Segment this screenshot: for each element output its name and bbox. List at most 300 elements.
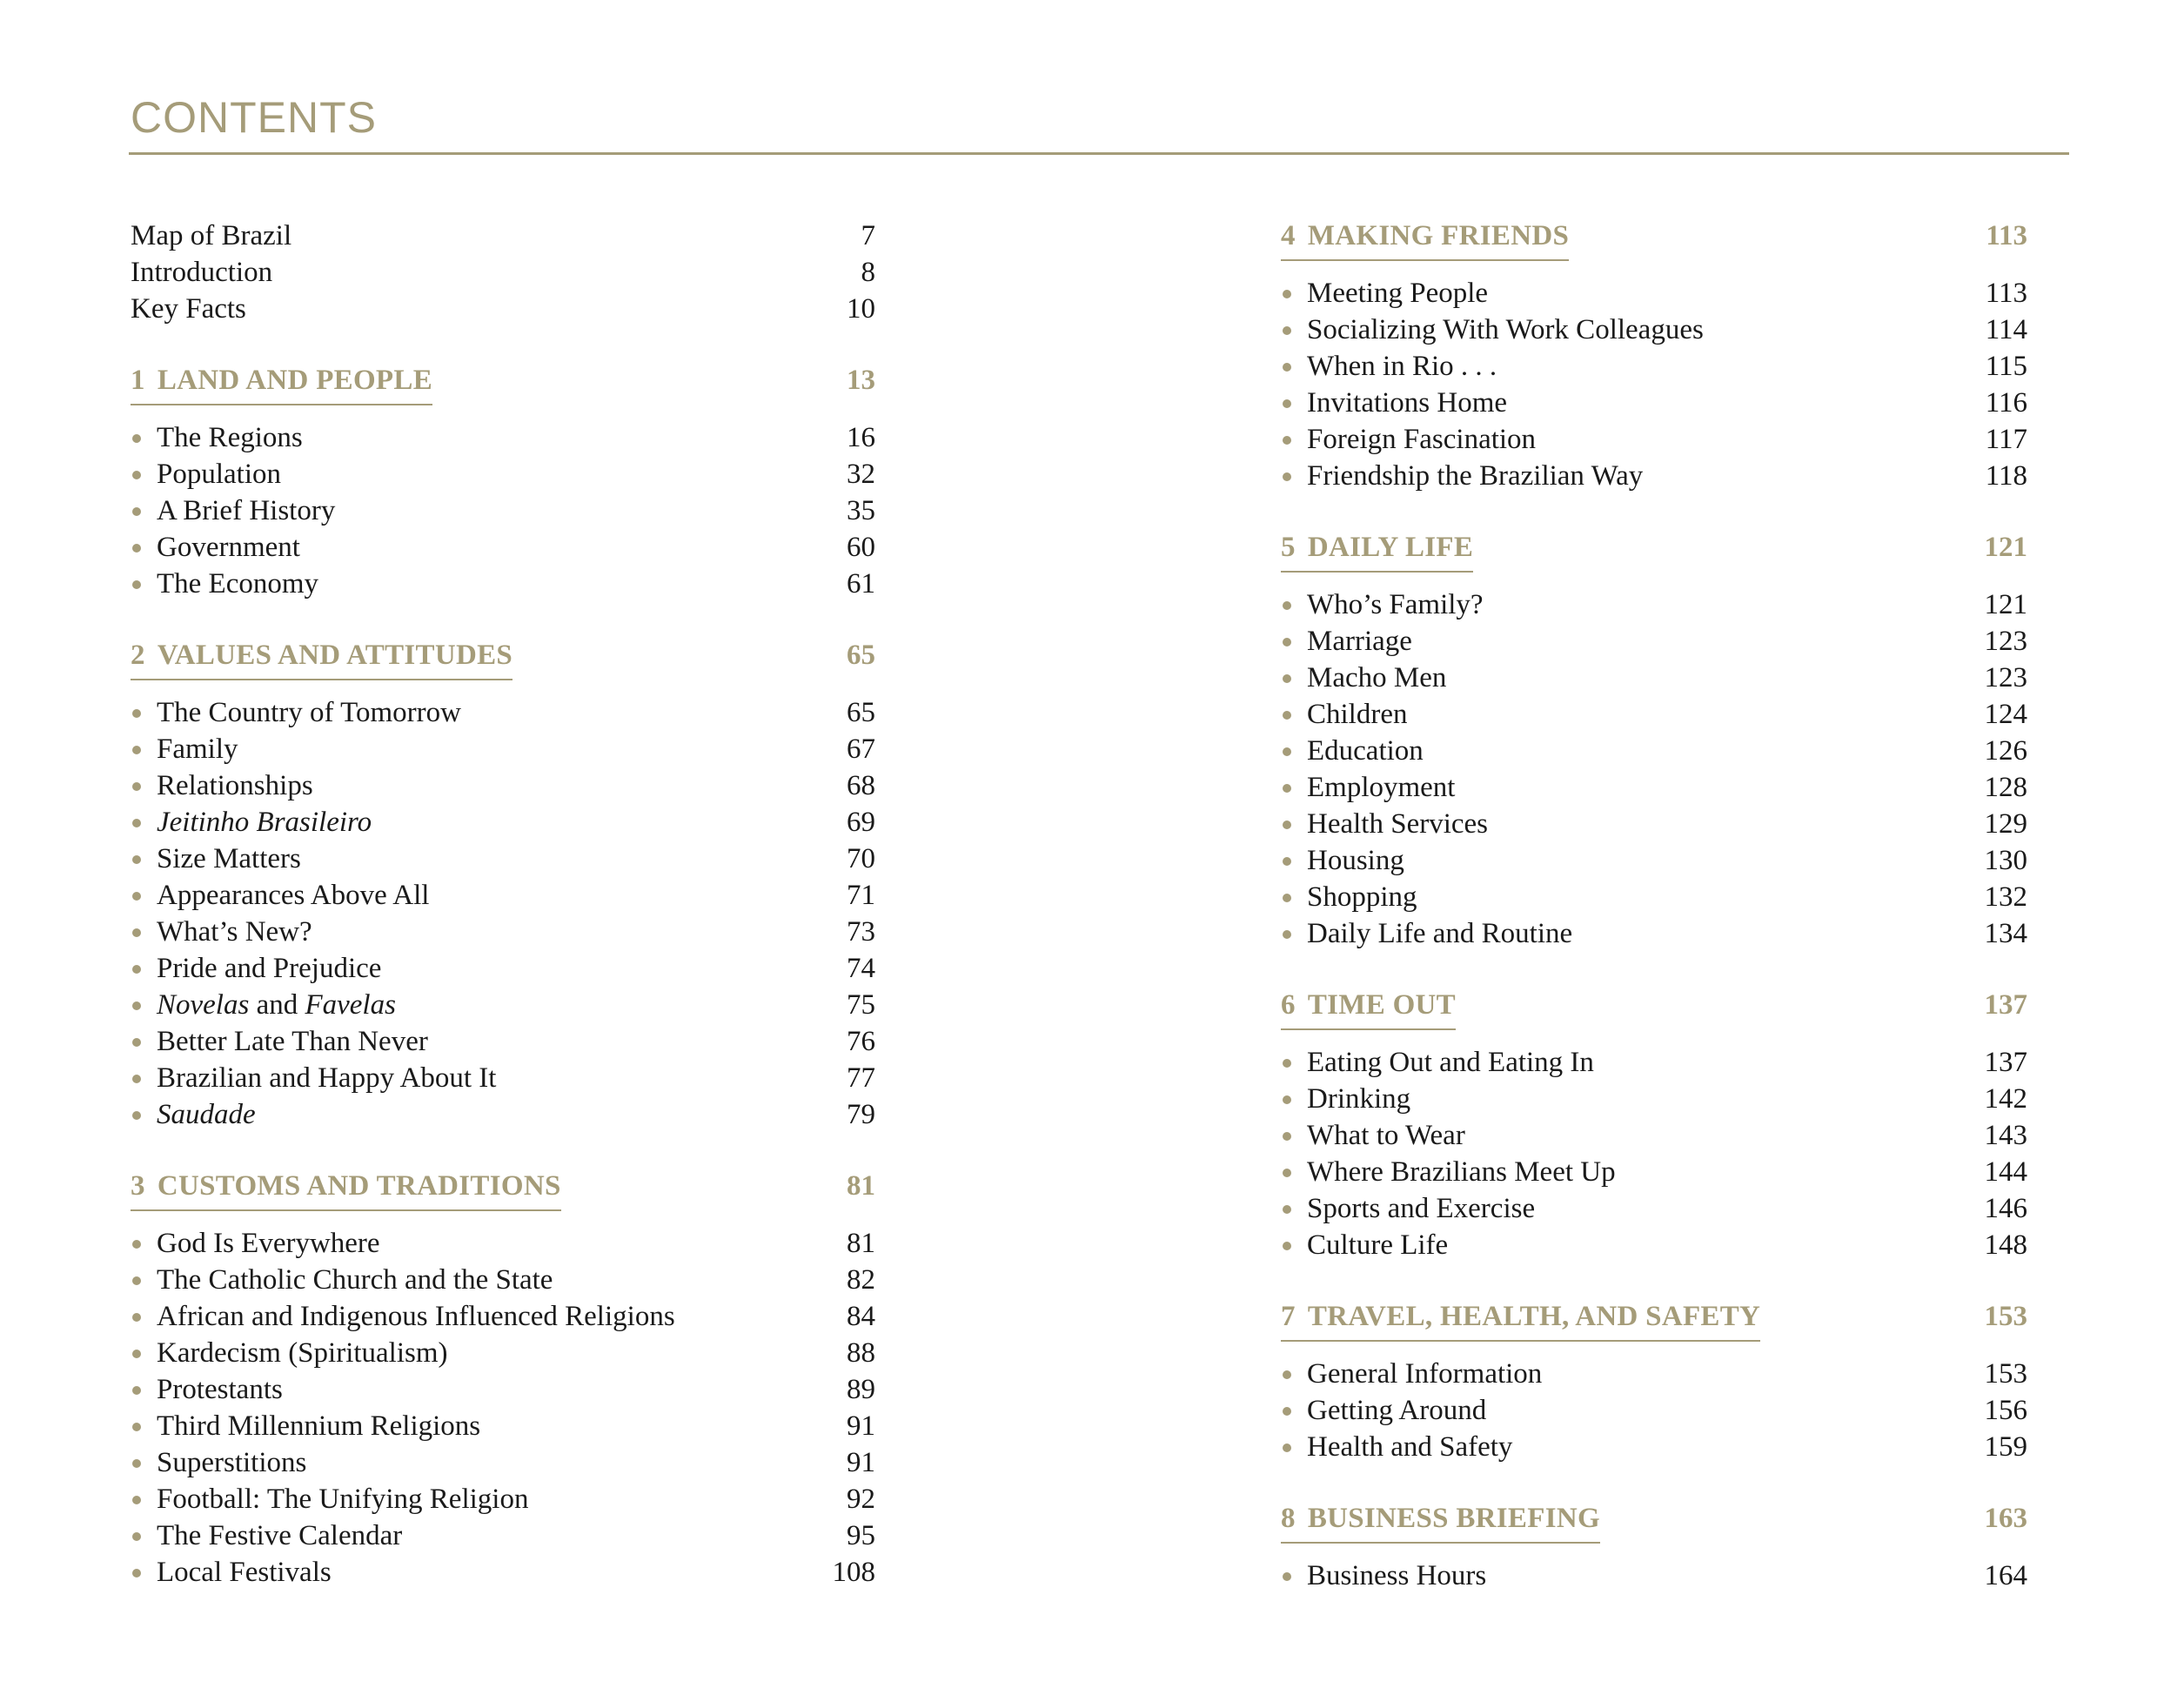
- bullet-icon: [1283, 326, 1291, 335]
- bullet-icon: [132, 709, 141, 718]
- toc-entry[interactable]: [131, 987, 875, 1023]
- bullet-icon: [132, 892, 141, 901]
- bullet-icon: [1283, 711, 1291, 720]
- chapter-title: [1281, 529, 1473, 573]
- entry-label: What’s New?: [157, 916, 312, 948]
- entry-label-wrap: [1281, 1429, 1512, 1465]
- entry-page: 89: [847, 1374, 875, 1405]
- entry-page: 130: [1984, 845, 2027, 876]
- entry-label-part: and: [249, 989, 305, 1021]
- entry-page: 134: [1984, 918, 2027, 949]
- entry-label-part: Novelas: [157, 989, 250, 1021]
- toc-entry[interactable]: [1281, 842, 2027, 879]
- entry-page: 117: [1985, 424, 2027, 455]
- bullet-icon: [132, 544, 141, 553]
- entry-label-wrap: [131, 529, 300, 566]
- toc-entry[interactable]: [1281, 458, 2027, 494]
- chapter-name: MAKING FRIENDS: [1307, 220, 1570, 251]
- entry-label-wrap: [1281, 733, 1424, 769]
- entry-page: 79: [847, 1099, 875, 1130]
- entry-label-wrap: [1281, 1557, 1486, 1594]
- entry-label: Culture Life: [1307, 1229, 1449, 1261]
- entry-label-wrap: [131, 492, 335, 529]
- entry-label: Football: The Unifying Religion: [157, 1484, 529, 1515]
- entry-label-wrap: [1281, 696, 1407, 733]
- entry-label: Sports and Exercise: [1307, 1193, 1536, 1224]
- entry-label-wrap: [131, 1517, 402, 1554]
- bullet-icon: [1283, 1370, 1291, 1379]
- title-rule: [129, 152, 2069, 155]
- entry-label-wrap: [131, 804, 372, 841]
- entry-page: 35: [847, 495, 875, 526]
- entry-label: Relationships: [157, 770, 313, 801]
- entry-label-wrap: [1281, 1117, 1465, 1154]
- toc-entry[interactable]: [131, 1335, 875, 1371]
- entry-label-wrap: [131, 1335, 448, 1371]
- toc-entry[interactable]: [1281, 1044, 2027, 1081]
- entry-label: Health and Safety: [1307, 1431, 1513, 1463]
- chapter-number: 2: [131, 640, 145, 671]
- entry-label-wrap: [131, 1225, 380, 1262]
- entry-label: Macho Men: [1307, 662, 1447, 693]
- toc-entry[interactable]: [1281, 915, 2027, 952]
- entry-page: 121: [1984, 589, 2027, 620]
- toc-entry[interactable]: [1281, 1190, 2027, 1227]
- entry-label: Marriage: [1307, 626, 1412, 657]
- entry-label: Employment: [1307, 772, 1456, 803]
- chapter-number: 5: [1281, 532, 1296, 563]
- bullet-icon: [1283, 436, 1291, 445]
- entry-label: Invitations Home: [1307, 387, 1508, 419]
- toc-entry[interactable]: [1281, 1081, 2027, 1117]
- entry-page: 10: [847, 293, 875, 325]
- entry-label-wrap: [1281, 311, 1704, 348]
- toc-entry[interactable]: [131, 914, 875, 950]
- toc-entry[interactable]: [131, 492, 875, 529]
- bullet-icon: [132, 746, 141, 754]
- toc-entry[interactable]: [131, 877, 875, 914]
- entry-label-wrap: [1281, 1392, 1486, 1429]
- entry-label-wrap: [1281, 769, 1455, 806]
- chapter-title: [1281, 1500, 1600, 1544]
- entry-label-wrap: [1281, 806, 1488, 842]
- entry-label: Business Hours: [1307, 1560, 1487, 1591]
- toc-entry[interactable]: [1281, 1154, 2027, 1190]
- toc-entry[interactable]: [1281, 421, 2027, 458]
- entry-label: Friendship the Brazilian Way: [1307, 460, 1644, 492]
- bullet-icon: [132, 1111, 141, 1120]
- toc-entry[interactable]: [1281, 733, 2027, 769]
- bullet-icon: [132, 1569, 141, 1577]
- toc-entry[interactable]: [131, 456, 875, 492]
- bullet-icon: [132, 1386, 141, 1395]
- bullet-icon: [132, 1038, 141, 1047]
- entry-label-wrap: [131, 694, 461, 731]
- bullet-icon: [132, 782, 141, 791]
- entry-page: 7: [861, 220, 875, 251]
- bullet-icon: [132, 434, 141, 443]
- bullet-icon: [1283, 1169, 1291, 1177]
- chapter-6: [1281, 987, 2027, 1263]
- entry-label-wrap: [131, 456, 281, 492]
- bullet-icon: [132, 1496, 141, 1504]
- entry-page: 8: [861, 257, 875, 288]
- chapter-7: [1281, 1298, 2027, 1465]
- toc-entry[interactable]: [1281, 1429, 2027, 1465]
- bullet-icon: [1283, 930, 1291, 939]
- entry-label: Government: [157, 532, 300, 563]
- entry-label: Eating Out and Eating In: [1307, 1047, 1594, 1078]
- chapter-heading[interactable]: [1281, 1298, 2027, 1356]
- front-matter-item[interactable]: [131, 218, 875, 254]
- entry-label: Saudade: [157, 1099, 256, 1130]
- entry-page: 92: [847, 1484, 875, 1515]
- entry-label: Kardecism (Spiritualism): [157, 1337, 448, 1369]
- toc-entry[interactable]: [1281, 1117, 2027, 1154]
- entry-page: 82: [847, 1264, 875, 1296]
- entry-label: God Is Everywhere: [157, 1228, 380, 1259]
- entry-label-wrap: [131, 1262, 553, 1298]
- entry-page: 91: [847, 1410, 875, 1442]
- entry-label: Local Festivals: [157, 1557, 332, 1588]
- chapter-title: [131, 1168, 561, 1211]
- toc-entry[interactable]: [131, 1060, 875, 1096]
- entry-label: Population: [157, 459, 282, 490]
- chapter-page: 121: [1984, 532, 2027, 563]
- entry-page: 116: [1985, 387, 2027, 419]
- entry-label-wrap: [131, 1023, 428, 1060]
- toc-entry[interactable]: [131, 1096, 875, 1133]
- toc-entry[interactable]: [131, 1371, 875, 1408]
- toc-entry[interactable]: [1281, 385, 2027, 421]
- entry-label-wrap: [131, 419, 303, 456]
- entry-page: 114: [1985, 314, 2027, 345]
- entry-page: 124: [1984, 699, 2027, 730]
- entry-label: What to Wear: [1307, 1120, 1465, 1151]
- toc-entry[interactable]: [131, 767, 875, 804]
- chapter-page: 137: [1984, 989, 2027, 1021]
- chapter-heading[interactable]: [131, 362, 875, 419]
- entry-page: 71: [847, 880, 875, 911]
- entry-label: African and Indigenous Influenced Religions: [157, 1301, 675, 1332]
- entry-label: Drinking: [1307, 1083, 1411, 1115]
- bullet-icon: [1283, 821, 1291, 829]
- chapter-page: 65: [847, 640, 875, 671]
- entry-page: 156: [1984, 1395, 2027, 1426]
- bullet-icon: [1283, 747, 1291, 756]
- entry-label: Superstitions: [157, 1447, 307, 1478]
- entry-label: A Brief History: [157, 495, 336, 526]
- entry-label-wrap: [1281, 421, 1536, 458]
- entry-page: 77: [847, 1062, 875, 1094]
- entry-label-wrap: [1281, 1190, 1535, 1227]
- entry-label-wrap: [1281, 385, 1507, 421]
- chapter-name: DAILY LIFE: [1307, 532, 1474, 563]
- bullet-icon: [1283, 363, 1291, 372]
- toc-entry[interactable]: [1281, 1356, 2027, 1392]
- entry-label-wrap: [131, 987, 396, 1023]
- bullet-icon: [132, 965, 141, 974]
- chapter-page: 81: [847, 1170, 875, 1202]
- chapter-heading[interactable]: [1281, 1500, 2027, 1557]
- bullet-icon: [1283, 1205, 1291, 1214]
- toc-entry[interactable]: [131, 529, 875, 566]
- toc-entry[interactable]: [1281, 1557, 2027, 1594]
- bullet-icon: [1283, 784, 1291, 793]
- bullet-icon: [132, 1350, 141, 1358]
- chapter-heading[interactable]: [131, 1168, 875, 1225]
- entry-page: 128: [1984, 772, 2027, 803]
- entry-label: Better Late Than Never: [157, 1026, 428, 1057]
- chapter-name: TRAVEL, HEALTH, AND SAFETY: [1307, 1301, 1761, 1332]
- toc-entry[interactable]: [1281, 806, 2027, 842]
- entry-label-wrap: [131, 1298, 675, 1335]
- entry-label: When in Rio . . .: [1307, 351, 1497, 382]
- chapter-name: BUSINESS BRIEFING: [1307, 1503, 1600, 1534]
- chapter-8: [1281, 1500, 2027, 1594]
- entry-page: 148: [1984, 1229, 2027, 1261]
- entry-label: Daily Life and Routine: [1307, 918, 1573, 949]
- entry-label: Jeitinho Brasileiro: [157, 807, 372, 838]
- entry-label-wrap: [1281, 1044, 1594, 1081]
- entry-label-wrap: [1281, 915, 1572, 952]
- toc-entry[interactable]: [1281, 660, 2027, 696]
- bullet-icon: [132, 1313, 141, 1322]
- entry-page: 91: [847, 1447, 875, 1478]
- entry-page: 123: [1984, 662, 2027, 693]
- entry-label-wrap: [1281, 458, 1643, 494]
- entry-label: The Catholic Church and the State: [157, 1264, 553, 1296]
- entry-page: 144: [1984, 1156, 2027, 1188]
- entry-label-wrap: [131, 1554, 332, 1591]
- entry-label: Foreign Fascination: [1307, 424, 1537, 455]
- entry-label: Where Brazilians Meet Up: [1307, 1156, 1616, 1188]
- entry-label-wrap: [1281, 1356, 1542, 1392]
- entry-label-wrap: [131, 1408, 480, 1444]
- bullet-icon: [1283, 472, 1291, 481]
- entry-page: 146: [1984, 1193, 2027, 1224]
- entry-label: Brazilian and Happy About It: [157, 1062, 497, 1094]
- entry-label-wrap: [131, 1371, 283, 1408]
- entry-page: 67: [847, 733, 875, 765]
- entry-page: 159: [1984, 1431, 2027, 1463]
- entry-page: 113: [1985, 278, 2027, 309]
- chapter-page: 163: [1984, 1503, 2027, 1534]
- toc-entry[interactable]: [131, 1023, 875, 1060]
- entry-label-wrap: [1281, 660, 1446, 696]
- front-matter-item[interactable]: [131, 254, 875, 291]
- toc-entry[interactable]: [131, 566, 875, 602]
- entry-page: 132: [1984, 881, 2027, 913]
- toc-entry[interactable]: [1281, 879, 2027, 915]
- bullet-icon: [132, 1459, 141, 1468]
- bullet-icon: [1283, 1444, 1291, 1452]
- toc-entry[interactable]: [1281, 769, 2027, 806]
- chapter-5: [1281, 529, 2027, 952]
- entry-label-wrap: [1281, 1081, 1410, 1117]
- chapter-number: 3: [131, 1170, 145, 1202]
- entry-label-wrap: [131, 950, 381, 987]
- toc-entry[interactable]: [131, 950, 875, 987]
- entry-label: The Regions: [157, 422, 303, 453]
- toc-entry[interactable]: [131, 694, 875, 731]
- toc-entry[interactable]: [131, 419, 875, 456]
- chapter-4: [1281, 218, 2027, 494]
- bullet-icon: [1283, 1572, 1291, 1581]
- entry-label-wrap: [131, 1481, 528, 1517]
- entry-page: 118: [1985, 460, 2027, 492]
- bullet-icon: [1283, 674, 1291, 683]
- bullet-icon: [1283, 290, 1291, 298]
- bullet-icon: [132, 928, 141, 937]
- entry-label: The Economy: [157, 568, 319, 600]
- chapter-3: [131, 1168, 875, 1591]
- bullet-icon: [132, 1240, 141, 1249]
- bullet-icon: [1283, 1242, 1291, 1250]
- bullet-icon: [132, 507, 141, 516]
- entry-page: 153: [1984, 1358, 2027, 1390]
- toc-entry[interactable]: [1281, 623, 2027, 660]
- entry-label-wrap: [131, 566, 318, 602]
- entry-label: Family: [157, 733, 238, 765]
- entry-label: Protestants: [157, 1374, 283, 1405]
- entry-label: Who’s Family?: [1307, 589, 1484, 620]
- chapter-title: [131, 637, 513, 680]
- chapter-title: [131, 362, 432, 405]
- entry-page: 65: [847, 697, 875, 728]
- entry-label: Key Facts: [131, 293, 246, 325]
- entry-page: 115: [1985, 351, 2027, 382]
- entry-label-wrap: [1281, 879, 1417, 915]
- entry-label: Health Services: [1307, 808, 1489, 840]
- entry-label-wrap: [131, 767, 313, 804]
- toc-entry[interactable]: [131, 1408, 875, 1444]
- entry-page: 32: [847, 459, 875, 490]
- chapter-heading[interactable]: [1281, 529, 2027, 586]
- entry-page: 143: [1984, 1120, 2027, 1151]
- bullet-icon: [132, 1423, 141, 1431]
- bullet-icon: [132, 1276, 141, 1285]
- entry-label-wrap: [1281, 1154, 1616, 1190]
- entry-page: 70: [847, 843, 875, 874]
- entry-label: Introduction: [131, 257, 273, 288]
- chapter-number: 4: [1281, 220, 1296, 251]
- toc-entry[interactable]: [131, 1554, 875, 1591]
- entry-label-wrap: [131, 877, 429, 914]
- toc-entry[interactable]: [131, 804, 875, 841]
- chapter-title: [1281, 987, 1456, 1030]
- entry-page: 108: [832, 1557, 875, 1588]
- entry-page: 88: [847, 1337, 875, 1369]
- chapter-number: 6: [1281, 989, 1296, 1021]
- chapter-heading[interactable]: [1281, 218, 2027, 275]
- entry-page: 137: [1984, 1047, 2027, 1078]
- entry-page: 164: [1984, 1560, 2027, 1591]
- chapter-name: CUSTOMS AND TRADITIONS: [157, 1170, 561, 1202]
- entry-label: Map of Brazil: [131, 220, 292, 251]
- entry-label: Meeting People: [1307, 278, 1489, 309]
- entry-label-wrap: [131, 914, 312, 950]
- entry-label-part: Favelas: [305, 989, 396, 1021]
- entry-page: 61: [847, 568, 875, 600]
- entry-label: Housing: [1307, 845, 1404, 876]
- toc-entry[interactable]: [131, 1262, 875, 1298]
- toc-entry[interactable]: [131, 1225, 875, 1262]
- toc-entry[interactable]: [1281, 696, 2027, 733]
- toc-entry[interactable]: [1281, 311, 2027, 348]
- entry-label-wrap: [1281, 586, 1484, 623]
- bullet-icon: [132, 1001, 141, 1010]
- entry-label: Getting Around: [1307, 1395, 1487, 1426]
- toc-entry[interactable]: [131, 841, 875, 877]
- bullet-icon: [1283, 1407, 1291, 1416]
- chapter-name: TIME OUT: [1307, 989, 1456, 1021]
- entry-page: 60: [847, 532, 875, 563]
- toc-entry[interactable]: [1281, 348, 2027, 385]
- toc-column-left: [131, 218, 875, 1625]
- entry-label-wrap: [1281, 348, 1497, 385]
- chapter-heading[interactable]: [1281, 987, 2027, 1044]
- entry-page: 74: [847, 953, 875, 984]
- chapter-title: [1281, 1298, 1760, 1342]
- entry-page: 76: [847, 1026, 875, 1057]
- toc-entry[interactable]: [1281, 275, 2027, 311]
- chapter-name: VALUES AND ATTITUDES: [157, 640, 513, 671]
- entry-page: 73: [847, 916, 875, 948]
- entry-page: 126: [1984, 735, 2027, 767]
- entry-label-wrap: [131, 1096, 256, 1133]
- toc-entry[interactable]: [131, 1298, 875, 1335]
- front-matter-list: [131, 218, 875, 327]
- chapter-2: [131, 637, 875, 1133]
- front-matter-item[interactable]: [131, 291, 875, 327]
- bullet-icon: [1283, 399, 1291, 408]
- toc-entry[interactable]: [131, 1444, 875, 1481]
- chapter-heading[interactable]: [131, 637, 875, 694]
- toc-entry[interactable]: [1281, 1392, 2027, 1429]
- entry-label-wrap: [131, 1444, 306, 1481]
- entry-page: 129: [1984, 808, 2027, 840]
- page-title: CONTENTS: [131, 93, 377, 142]
- entry-page: 75: [847, 989, 875, 1021]
- chapter-1: [131, 362, 875, 602]
- entry-page: 69: [847, 807, 875, 838]
- toc-entry[interactable]: [131, 1517, 875, 1554]
- toc-entry[interactable]: [1281, 1227, 2027, 1263]
- bullet-icon: [1283, 1095, 1291, 1104]
- toc-entry[interactable]: [1281, 586, 2027, 623]
- chapter-name: LAND AND PEOPLE: [157, 365, 433, 396]
- entry-label-wrap: [1281, 275, 1488, 311]
- chapter-number: 1: [131, 365, 145, 396]
- entry-label: Socializing With Work Colleagues: [1307, 314, 1704, 345]
- entry-label: Children: [1307, 699, 1408, 730]
- entry-page: 16: [847, 422, 875, 453]
- entry-label: Third Millennium Religions: [157, 1410, 481, 1442]
- bullet-icon: [132, 1075, 141, 1083]
- chapter-number: 7: [1281, 1301, 1296, 1332]
- bullet-icon: [132, 580, 141, 589]
- bullet-icon: [132, 855, 141, 864]
- toc-entry[interactable]: [131, 1481, 875, 1517]
- entry-page: 123: [1984, 626, 2027, 657]
- chapter-page: 13: [847, 365, 875, 396]
- bullet-icon: [1283, 894, 1291, 902]
- bullet-icon: [1283, 1059, 1291, 1068]
- entry-page: 95: [847, 1520, 875, 1551]
- entry-label: Pride and Prejudice: [157, 953, 382, 984]
- toc-entry[interactable]: [131, 731, 875, 767]
